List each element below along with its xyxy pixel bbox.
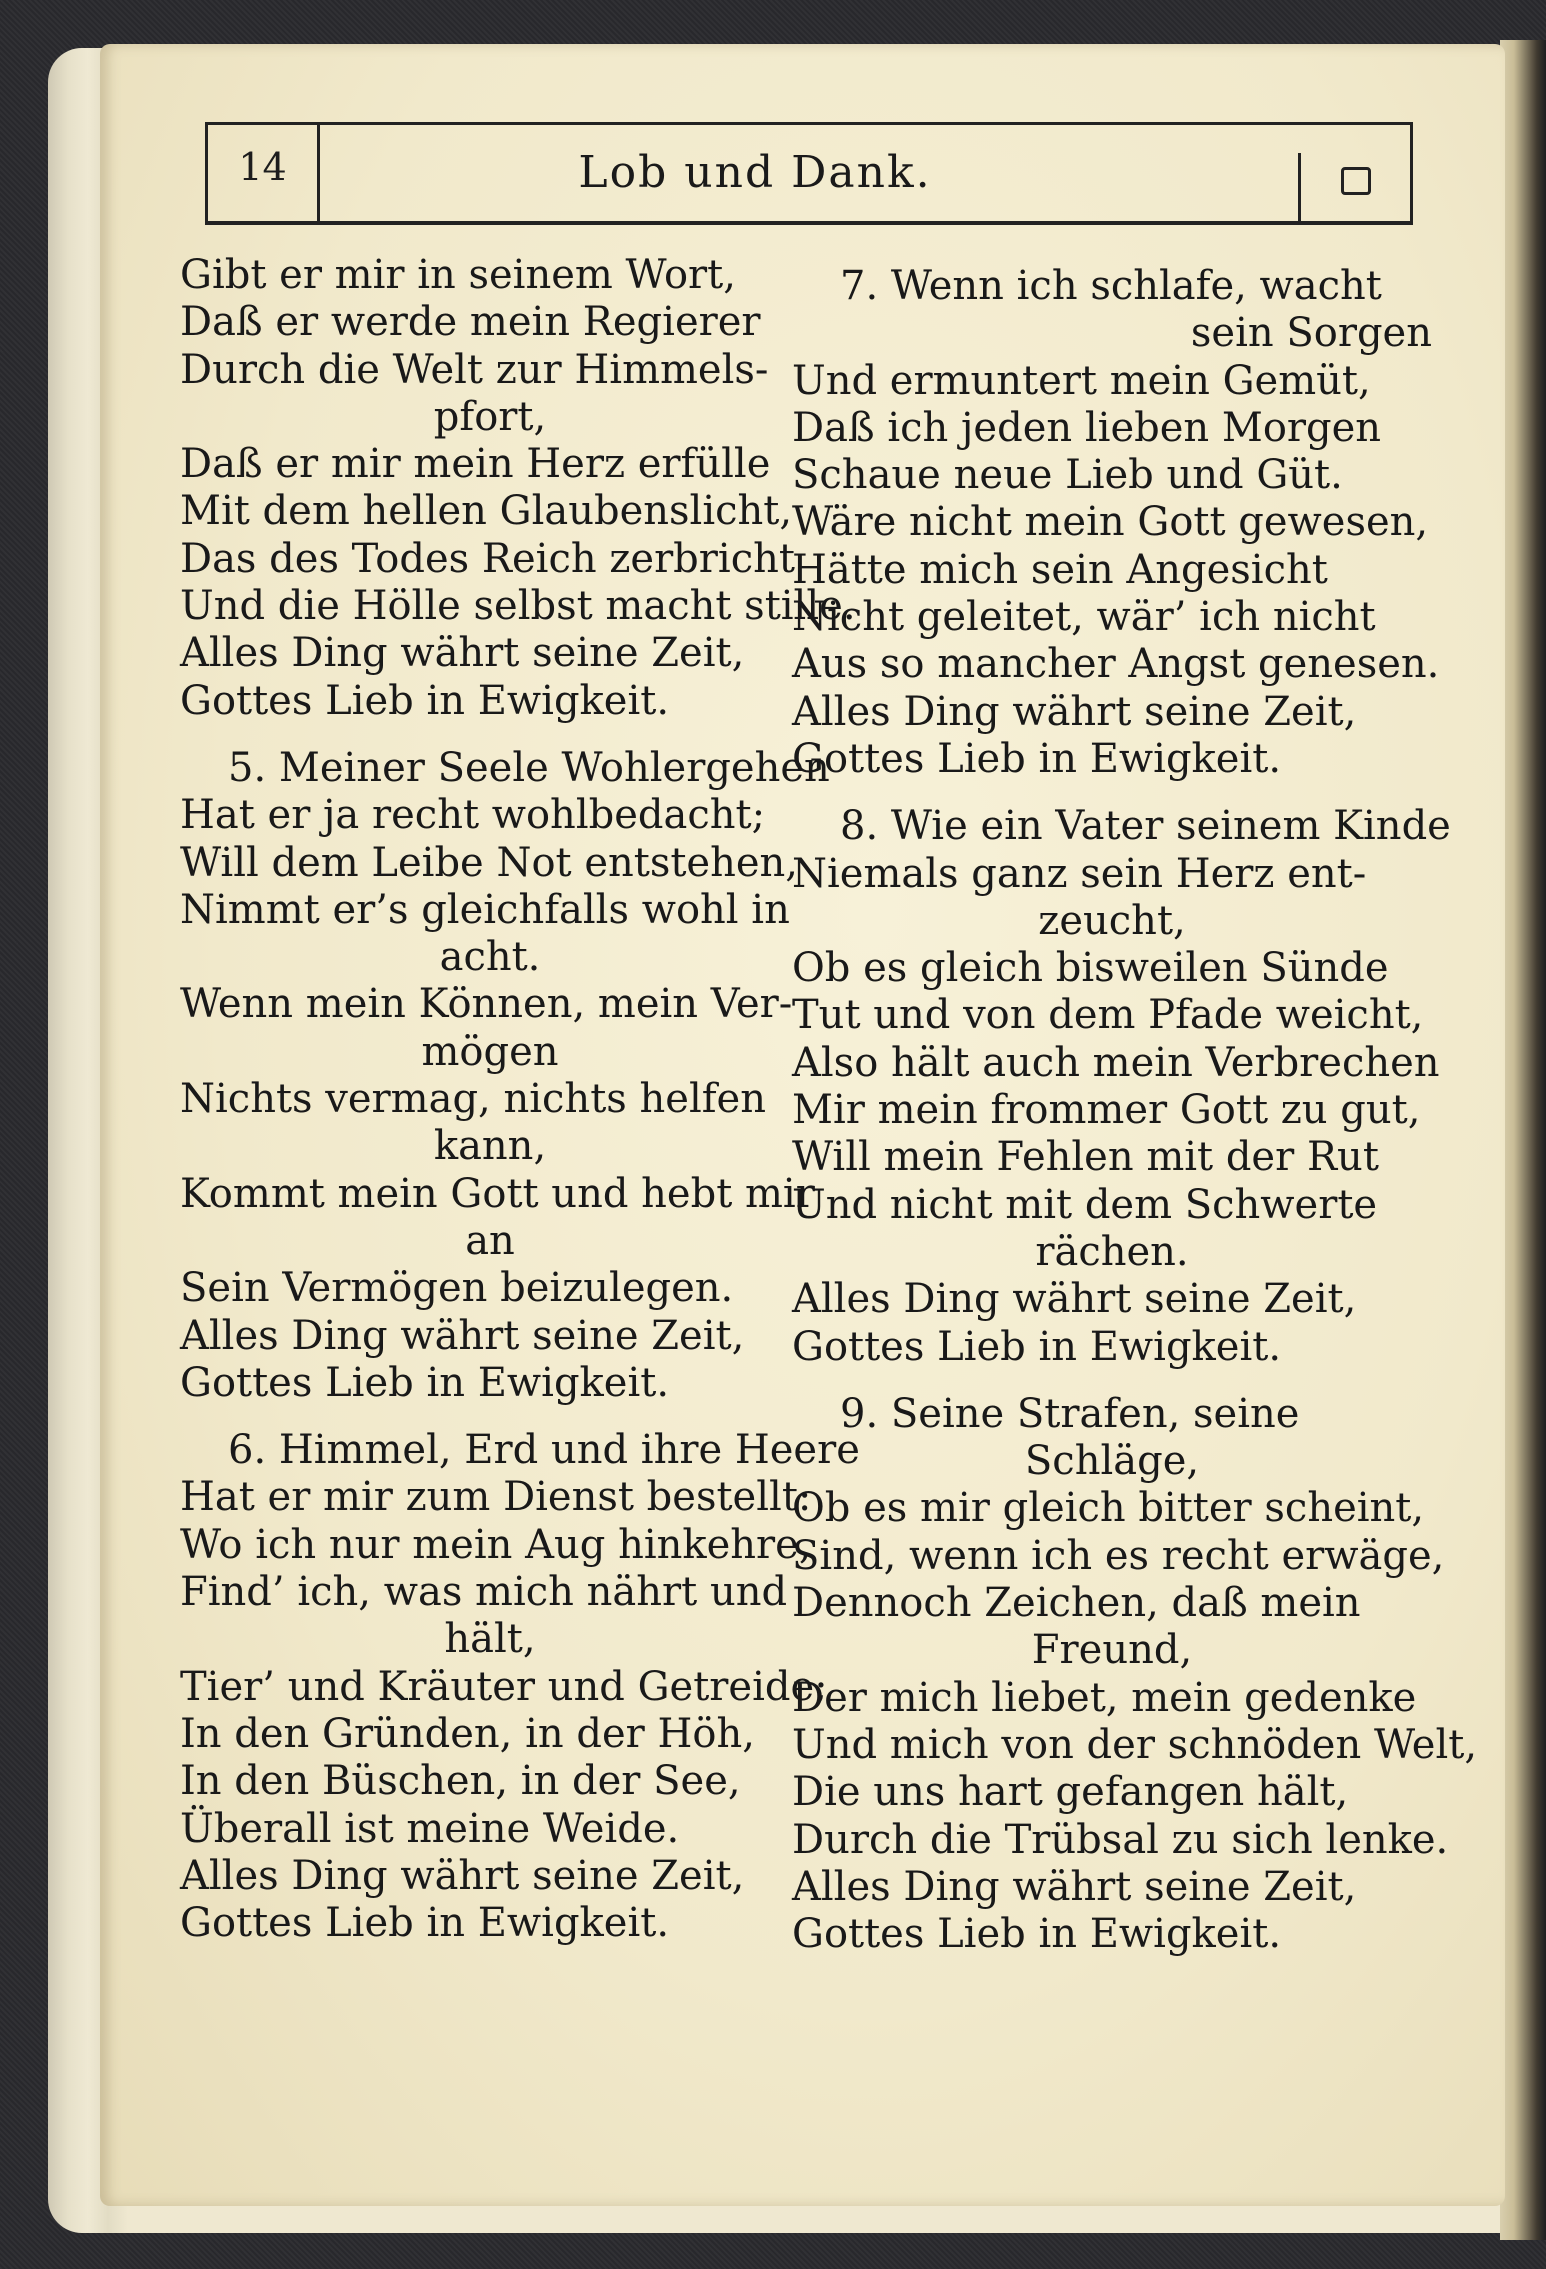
verse-line: Mir mein frommer Gott zu gut, <box>792 1087 1421 1134</box>
verse-line: Daß er werde mein Regierer <box>180 299 761 346</box>
verse-line: Durch die Trübsal zu sich lenke. <box>792 1816 1449 1863</box>
verse-line: 6. Himmel, Erd und ihre Heere <box>228 1427 860 1474</box>
verse-line: Ob es mir gleich bitter scheint, <box>792 1485 1425 1532</box>
verse-line: Überall ist meine Weide. <box>180 1805 680 1852</box>
verse-line: Nicht geleitet, wär’ ich nicht <box>792 594 1376 641</box>
verse-line: Und ermuntert mein Gemüt, <box>792 357 1371 404</box>
verse-line: Mit dem hellen Glaubenslicht, <box>180 488 793 535</box>
verse-line: Wäre nicht mein Gott gewesen, <box>792 499 1429 546</box>
verse-line: Also hält auch mein Verbrechen <box>792 1039 1440 1086</box>
verse-line: Gottes Lieb in Ewigkeit. <box>792 1911 1282 1958</box>
verse-line: Wo ich nur mein Aug hinkehre, <box>180 1521 812 1568</box>
verse-line: In den Büschen, in der See, <box>180 1758 741 1805</box>
verse-line: Und die Hölle selbst macht stille. <box>180 583 856 630</box>
verse-line: Alles Ding währt seine Zeit, <box>792 688 1357 735</box>
verse-line: sein Sorgen <box>1190 310 1432 357</box>
verse-line: 9. Seine Strafen, seine <box>840 1390 1300 1437</box>
right-column <box>792 263 1478 1958</box>
verse-line: Alles Ding währt seine Zeit, <box>180 1312 745 1359</box>
verse-line: Hat er mir zum Dienst bestellt: <box>180 1474 812 1521</box>
verse-line: hält, <box>444 1616 536 1663</box>
verse-line: Hätte mich sein Angesicht <box>792 546 1328 593</box>
verse-line: Nimmt er’s gleichfalls wohl in <box>180 886 790 933</box>
verse-line: Sind, wenn ich es recht erwäge, <box>792 1532 1445 1579</box>
verse-line: Aus so mancher Angst genesen. <box>792 641 1440 688</box>
verse-line: Wenn mein Können, mein Ver- <box>180 981 793 1028</box>
verse-line: Kommt mein Gott und hebt mir <box>180 1170 815 1217</box>
book-gutter <box>1500 40 1546 2240</box>
verse-line: 8. Wie ein Vater seinem Kinde <box>840 803 1451 850</box>
verse-line: Daß er mir mein Herz erfülle <box>180 441 771 488</box>
verse-line: Tier’ und Kräuter und Getreide; <box>180 1663 828 1710</box>
verse-line: an <box>465 1217 515 1264</box>
verse-line: zeucht, <box>1038 897 1186 944</box>
verse-line: Tut und von dem Pfade weicht, <box>792 992 1424 1039</box>
verse-line: Niemals ganz sein Herz ent- <box>792 850 1367 897</box>
verse-line: Hat er ja recht wohlbedacht; <box>180 792 766 839</box>
verse-line: Gottes Lieb in Ewigkeit. <box>180 677 670 724</box>
verse-line: 5. Meiner Seele Wohlergehen <box>228 744 830 791</box>
stanza-gap <box>792 783 1432 803</box>
page-number: 14 <box>208 125 320 221</box>
stanza-gap <box>792 1371 1432 1391</box>
verse-line: In den Gründen, in der Höh, <box>180 1710 755 1757</box>
stanza-gap <box>180 725 800 745</box>
verse-line: pfort, <box>433 393 547 440</box>
page-header <box>205 122 1413 225</box>
verse-line: Die uns hart gefangen hält, <box>792 1769 1349 1816</box>
verse-line: Gottes Lieb in Ewigkeit. <box>180 1359 670 1406</box>
verse-line: Alles Ding währt seine Zeit, <box>180 1852 745 1899</box>
verse-line: Alles Ding währt seine Zeit, <box>792 1863 1357 1910</box>
verse-line: kann, <box>433 1123 547 1170</box>
verse-line: Will mein Fehlen mit der Rut <box>792 1134 1379 1181</box>
verse-line: Das des Todes Reich zerbricht <box>180 535 795 582</box>
verse-line: Gottes Lieb in Ewigkeit. <box>180 1900 670 1947</box>
verse-line: 7. Wenn ich schlafe, wacht <box>840 263 1382 309</box>
verse-line: Alles Ding währt seine Zeit, <box>792 1276 1357 1323</box>
verse-line: Ob es gleich bisweilen Sünde <box>792 945 1389 992</box>
verse-line: Dennoch Zeichen, daß mein <box>792 1580 1361 1627</box>
verse-line: Find’ ich, was mich nährt und <box>180 1569 788 1616</box>
verse-line: Gottes Lieb in Ewigkeit. <box>792 1323 1282 1370</box>
verse-line: Und mich von der schnöden Welt, <box>792 1721 1478 1768</box>
verse-line: Und nicht mit dem Schwerte <box>792 1181 1378 1228</box>
verse-line: Gibt er mir in seinem Wort, <box>180 252 736 298</box>
verse-line: rächen. <box>1035 1228 1189 1275</box>
verse-line: Alles Ding währt seine Zeit, <box>180 630 745 677</box>
verse-line: Durch die Welt zur Himmels- <box>180 346 769 393</box>
verse-line: mögen <box>421 1028 559 1075</box>
verse-line: Der mich liebet, mein gedenke <box>792 1674 1417 1721</box>
verse-line: Sein Vermögen beizulegen. <box>180 1265 734 1312</box>
verse-line: acht. <box>439 934 541 981</box>
square-icon <box>1341 167 1371 195</box>
page-title: Lob und Dank. <box>578 147 932 198</box>
verse-line: Nichts vermag, nichts helfen <box>180 1076 766 1123</box>
verse-line: Gottes Lieb in Ewigkeit. <box>792 735 1282 782</box>
verse-line: Daß ich jeden lieben Morgen <box>792 404 1382 451</box>
verse-line: Schläge, <box>1024 1438 1200 1485</box>
verse-line: Freund, <box>1031 1627 1193 1674</box>
left-column <box>180 252 860 1947</box>
verse-line: Will dem Leibe Not entstehen, <box>180 839 799 886</box>
header-box-cell <box>1298 153 1410 225</box>
verse-line: Schaue neue Lieb und Güt. <box>792 452 1343 499</box>
stanza-gap <box>180 1407 800 1427</box>
